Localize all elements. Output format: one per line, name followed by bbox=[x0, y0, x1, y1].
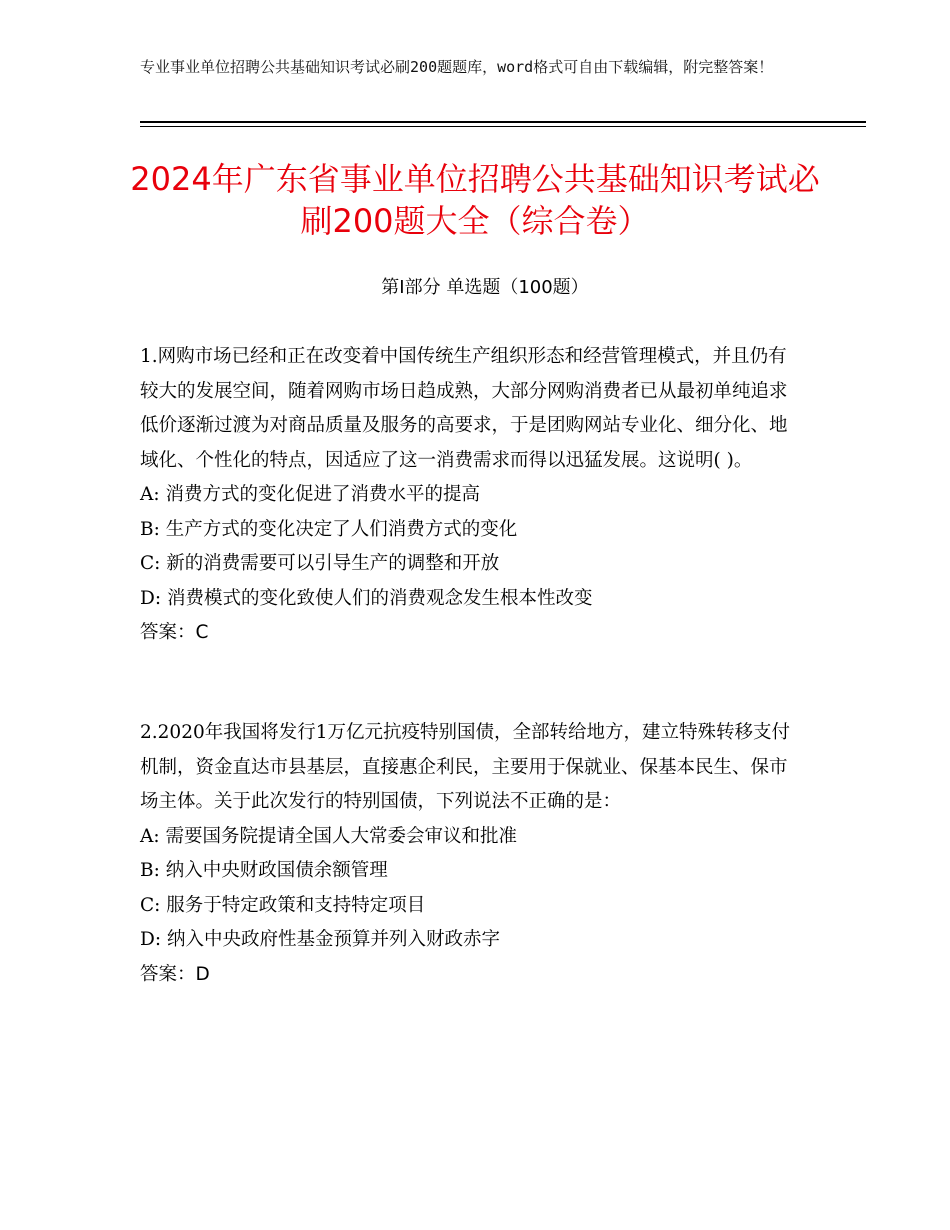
question-1-answer: 答案：C bbox=[140, 622, 209, 643]
header-rule-thin bbox=[140, 126, 866, 127]
question-1-option-d: D: 消费模式的变化致使人们的消费观念发生根本性改变 bbox=[140, 587, 593, 609]
question-1 bbox=[140, 340, 805, 651]
question-1-stem: 1.网购市场已经和正在改变着中国传统生产组织形态和经营管理模式，并且仍有较大的发展空间，随着网购市场日趋成熟，大部分网购消费者已从最初单纯追求低价逐渐过渡为对商品质量及服务的高要求，于是团购网站专业化、细分化、地域化、个性化的特点，因适应了这一消费需求而得以迅猛发展。这说明( )。 bbox=[140, 346, 788, 471]
question-2-option-b: B: 纳入中央财政国债余额管理 bbox=[140, 860, 388, 881]
question-2-answer: 答案：D bbox=[140, 963, 210, 985]
question-2-stem: 2.2020年我国将发行1万亿元抗疫特别国债，全部转给地方，建立特殊转移支付机制，资金直达市县基层，直接惠企利民，主要用于保就业、保基本民生、保市场主体。关于此次发行的特别国债，下列说法不正确的是： bbox=[140, 722, 791, 812]
question-2-option-c: C: 服务于特定政策和支持特定项目 bbox=[140, 894, 426, 916]
question-1-option-a: A: 消费方式的变化促进了消费水平的提高 bbox=[140, 484, 480, 505]
question-2 bbox=[140, 716, 805, 992]
question-2-option-d: D: 纳入中央政府性基金预算并列入财政赤字 bbox=[140, 929, 500, 950]
header-rule-thick bbox=[140, 121, 866, 123]
section-title: 第Ⅰ部分 单选题（100题） bbox=[381, 277, 589, 298]
question-1-option-b: B: 生产方式的变化决定了人们消费方式的变化 bbox=[140, 518, 518, 540]
document-title: 2024年广东省事业单位招聘公共基础知识考试必刷200题大全（综合卷） bbox=[130, 160, 820, 240]
header-note: 专业事业单位招聘公共基础知识考试必刷200题题库，word格式可自由下载编辑，附完整答案！ bbox=[140, 58, 774, 76]
question-2-option-a: A: 需要国务院提请全国人大常委会审议和批准 bbox=[140, 825, 517, 847]
question-1-option-c: C: 新的消费需要可以引导生产的调整和开放 bbox=[140, 553, 500, 574]
